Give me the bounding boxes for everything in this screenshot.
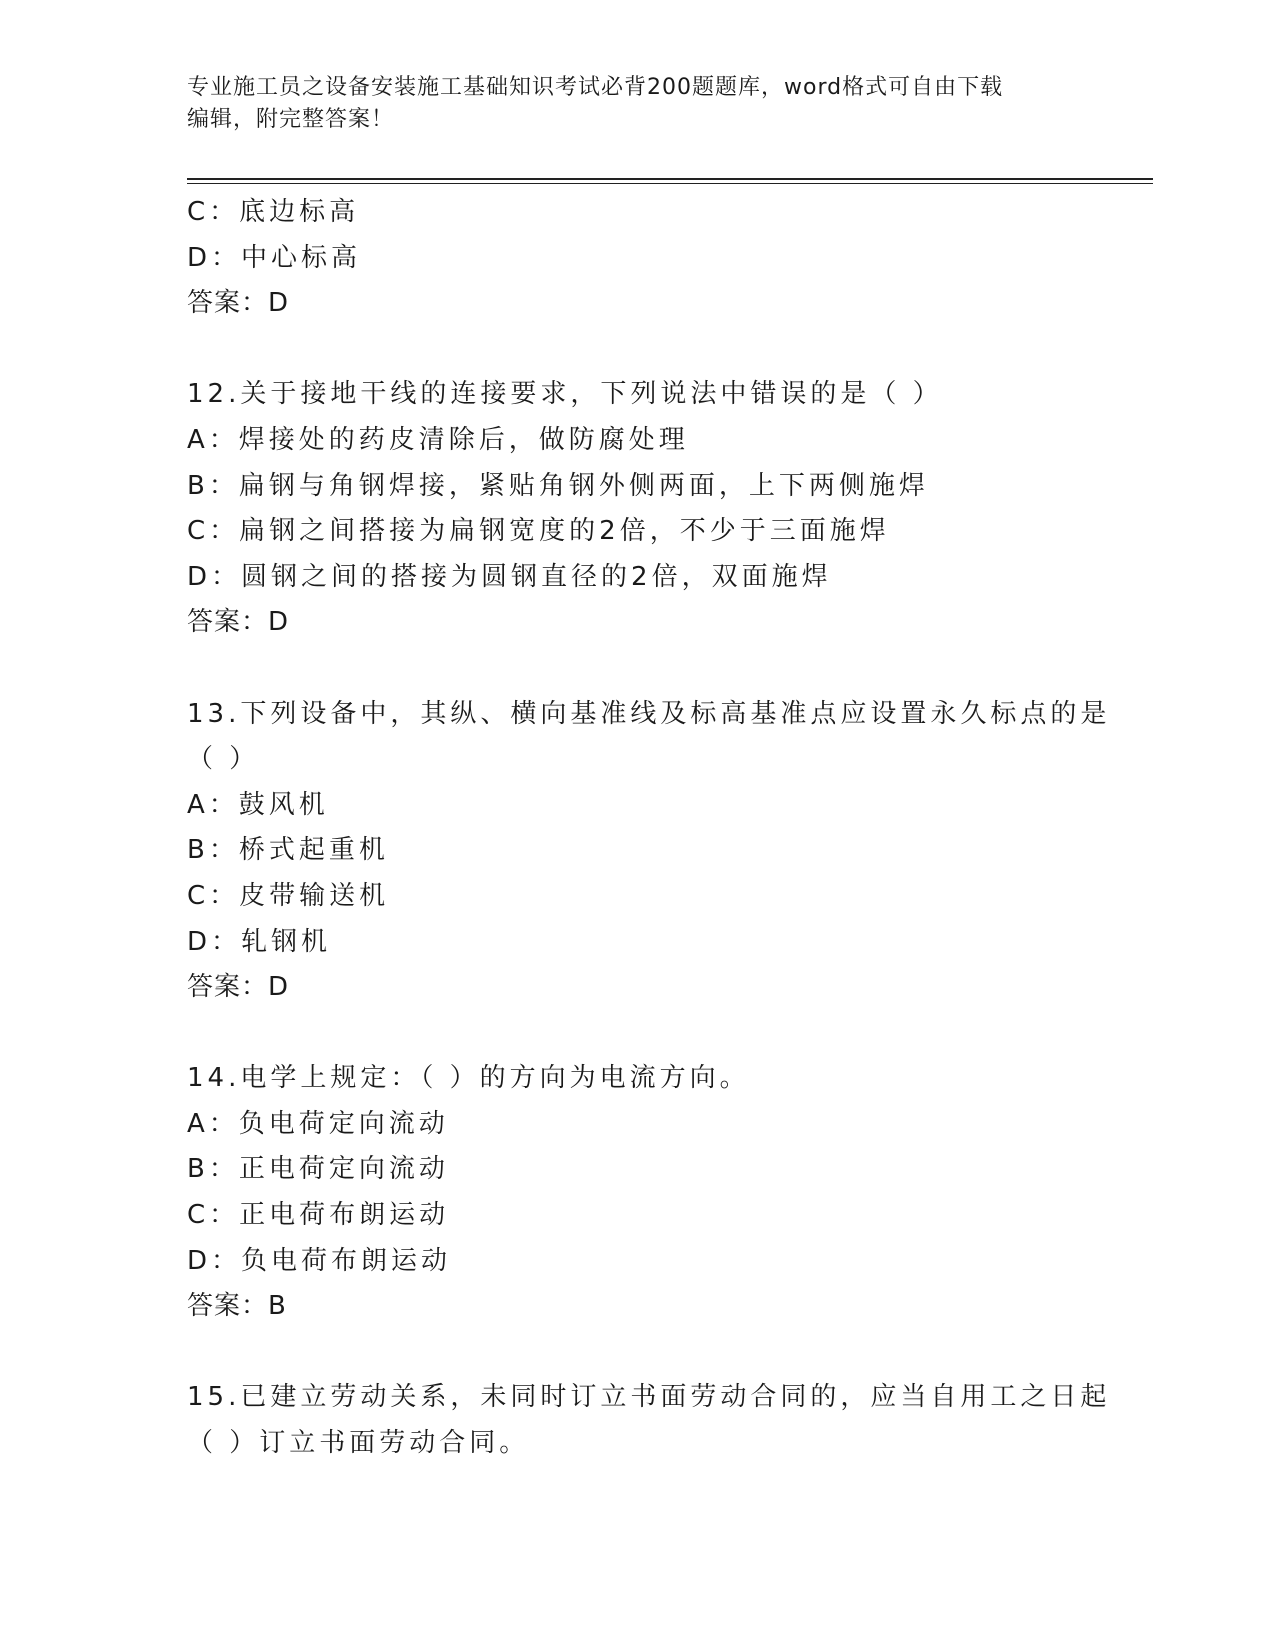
option-a: A：负电荷定向流动 xyxy=(187,1108,449,1139)
header-line-2: 编辑，附完整答案！ xyxy=(187,107,395,132)
option-d: D：负电荷布朗运动 xyxy=(187,1245,452,1276)
question-stem: 12.关于接地干线的连接要求，下列说法中错误的是（ ） xyxy=(187,379,943,410)
header-line-1: 专业施工员之设备安装施工基础知识考试必背200题题库，word格式可自由下载 xyxy=(187,75,1004,100)
question-stem: 15.已建立劳动关系，未同时订立书面劳动合同的，应当自用工之日起 xyxy=(187,1382,1111,1413)
question-stem-cont: （ ） xyxy=(187,744,260,775)
option-c: C：扁钢之间搭接为扁钢宽度的2倍，不少于三面施焊 xyxy=(187,516,890,547)
option-b: B：扁钢与角钢焊接，紧贴角钢外侧两面，上下两侧施焊 xyxy=(187,470,929,501)
answer: 答案：D xyxy=(187,972,290,1003)
option-c: C：底边标高 xyxy=(187,197,360,227)
header-rule-thick xyxy=(187,178,1153,180)
option-a: A：焊接处的药皮清除后，做防腐处理 xyxy=(187,424,689,455)
answer: 答案：D xyxy=(187,607,290,638)
option-d: D：轧钢机 xyxy=(187,926,332,957)
question-11-tail xyxy=(187,190,1087,327)
option-a: A：鼓风机 xyxy=(187,789,329,820)
question-15 xyxy=(187,1375,1111,1466)
option-b: B：桥式起重机 xyxy=(187,835,389,866)
header-rule-thin xyxy=(187,183,1153,184)
question-14 xyxy=(187,1056,1087,1330)
question-13 xyxy=(187,692,1111,1011)
question-stem-cont: （ ）订立书面劳动合同。 xyxy=(187,1428,530,1459)
answer: 答案：D xyxy=(187,288,290,319)
question-list xyxy=(187,190,1111,1467)
option-d: D：圆钢之间的搭接为圆钢直径的2倍，双面施焊 xyxy=(187,561,832,592)
option-c: C：正电荷布朗运动 xyxy=(187,1200,450,1231)
question-stem: 13.下列设备中，其纵、横向基准线及标高基准点应设置永久标点的是 xyxy=(187,698,1111,729)
question-12 xyxy=(187,372,1087,646)
option-b: B：正电荷定向流动 xyxy=(187,1154,449,1185)
option-c: C：皮带输送机 xyxy=(187,880,390,911)
question-stem: 14.电学上规定：（ ）的方向为电流方向。 xyxy=(187,1063,750,1094)
answer: 答案：B xyxy=(187,1291,287,1322)
document-header xyxy=(187,72,1087,136)
option-d: D：中心标高 xyxy=(187,242,362,273)
